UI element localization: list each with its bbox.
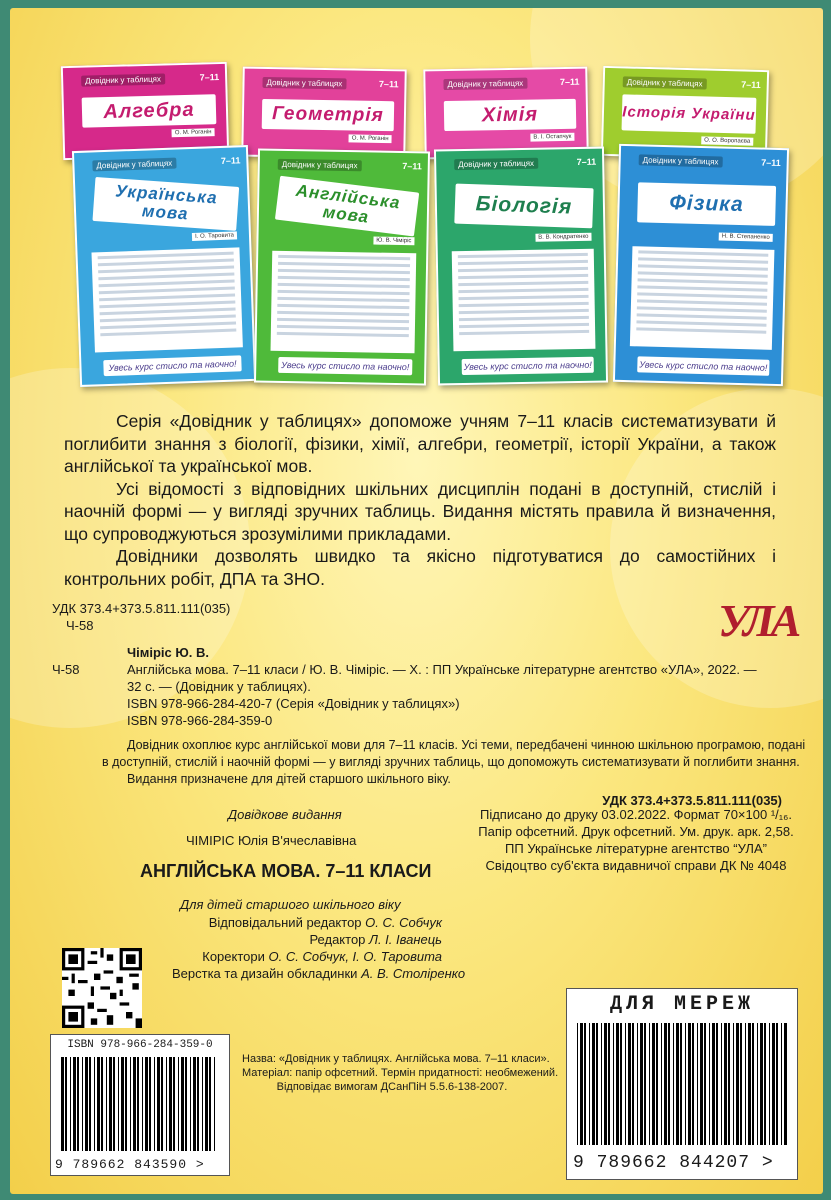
- barcode-bar: [592, 1023, 595, 1145]
- barcode-bar: [649, 1023, 650, 1145]
- barcode-bar: [73, 1057, 76, 1151]
- barcode-bar: [764, 1023, 766, 1145]
- grade-label: 7–11: [378, 78, 399, 90]
- grade-label: 7–11: [761, 157, 781, 169]
- barcode-bar: [169, 1057, 172, 1151]
- series-label: Довідник у таблицях: [639, 154, 723, 167]
- barcode-bar: [740, 1023, 742, 1145]
- series-label: Довідник у таблицях: [623, 76, 707, 89]
- certificate: Свідоцтво суб'єкта видавничої справи ДК № 4048: [485, 858, 787, 873]
- barcode-bar: [580, 1023, 583, 1145]
- barcode-bar: [157, 1057, 160, 1151]
- book-biology: [434, 147, 608, 386]
- grade-label: 7–11: [402, 161, 422, 172]
- book-author: В. І. Остапчук: [530, 133, 574, 142]
- barcode-bar: [668, 1023, 670, 1145]
- barcode-bar: [181, 1057, 184, 1151]
- udk-code: УДК 373.4+373.5.811.111(035): [52, 601, 231, 616]
- book-author: О. М. Роганін: [349, 134, 392, 143]
- barcode-number: 9 789662 844207 >: [573, 1153, 774, 1173]
- print-details: [466, 806, 806, 874]
- book-author: Ю. В. Чіміріс: [373, 237, 414, 246]
- book-geometry: [241, 67, 407, 160]
- barcode-bar: [652, 1023, 655, 1145]
- barcode-bar: [637, 1023, 638, 1145]
- credit-label: Редактор: [309, 932, 366, 947]
- barcode-bar: [728, 1023, 730, 1145]
- bibliographic-record: [52, 600, 812, 809]
- series-label: Довідник у таблицях: [92, 158, 176, 172]
- barcode-bar: [82, 1057, 83, 1151]
- paper-info: Папір офсетний. Друк офсетний. Ум. друк. арк. 2,58.: [478, 824, 794, 839]
- barcode-bar: [772, 1023, 775, 1145]
- credit-name: О. С. Собчук, І. О. Таровита: [268, 949, 442, 964]
- barcode-bar: [736, 1023, 739, 1145]
- qr-code-image: [62, 948, 142, 1028]
- udk-code-right: УДК 373.4+373.5.811.111(035): [602, 793, 782, 808]
- sample-page: [271, 251, 417, 353]
- book-title: Геометрія: [262, 99, 395, 131]
- barcode-bar: [142, 1057, 143, 1151]
- barcode-bar: [712, 1023, 715, 1145]
- barcode-bar: [70, 1057, 71, 1151]
- barcode-bar: [640, 1023, 643, 1145]
- barcode-number: 9 789662 843590 >: [55, 1157, 205, 1172]
- barcode-bar: [745, 1023, 746, 1145]
- barcode-bar: [781, 1023, 782, 1145]
- barcode-bar: [697, 1023, 698, 1145]
- barcode-bar: [685, 1023, 686, 1145]
- book-chemistry: [423, 67, 589, 160]
- sample-page: [452, 249, 596, 351]
- series-label: Довідник у таблицях: [278, 159, 362, 171]
- barcode-bar: [724, 1023, 727, 1145]
- book-slogan: Увесь курс стисло та наочно!: [103, 355, 241, 376]
- book-slogan: Увесь курс стисло та наочно!: [637, 356, 769, 375]
- sample-page: [91, 247, 242, 352]
- barcode-bar: [632, 1023, 634, 1145]
- barcode-bar: [173, 1057, 175, 1151]
- barcode-bar: [101, 1057, 103, 1151]
- barcode-bar: [125, 1057, 127, 1151]
- book-title: Історія України: [622, 94, 757, 133]
- barcode-bar: [752, 1023, 754, 1145]
- barcode-bar: [776, 1023, 778, 1145]
- book-ukrainian: [72, 145, 256, 387]
- barcode-bar: [109, 1057, 112, 1151]
- book-physics: [613, 144, 789, 386]
- barcode-bar: [656, 1023, 658, 1145]
- barcode-bar: [121, 1057, 124, 1151]
- barcode-bar: [209, 1057, 211, 1151]
- barcode-bar: [616, 1023, 619, 1145]
- barcode-bar: [61, 1057, 64, 1151]
- book-slogan: Увесь курс стисло та наочно!: [462, 357, 594, 375]
- credit-name: О. С. Собчук: [365, 915, 442, 930]
- barcode-bar: [721, 1023, 722, 1145]
- barcode-bar: [118, 1057, 119, 1151]
- barcode-bar: [193, 1057, 196, 1151]
- book-author: В. В. Кондратенко: [535, 233, 591, 242]
- barcode-bar: [688, 1023, 691, 1145]
- credits: [172, 914, 466, 982]
- book-author: І. О. Таровита: [192, 231, 237, 241]
- barcode-bar: [130, 1057, 131, 1151]
- barcode-bar: [601, 1023, 602, 1145]
- book-title: Фізика: [637, 182, 776, 226]
- book-title: Українська мова: [92, 177, 239, 231]
- barcode-bar: [166, 1057, 167, 1151]
- barcode-bar: [89, 1057, 91, 1151]
- credit-name: Л. І. Іванець: [369, 932, 442, 947]
- barcode-bar: [757, 1023, 758, 1145]
- edition-type: Довідкове видання: [228, 807, 342, 822]
- sample-page: [630, 246, 775, 350]
- barcode-bar: [133, 1057, 136, 1151]
- series-label: Довідник у таблицях: [454, 158, 538, 170]
- credit-label: Відповідальний редактор: [208, 915, 362, 930]
- barcode-bars: [577, 1023, 787, 1145]
- barcode-bar: [692, 1023, 694, 1145]
- grade-label: 7–11: [559, 76, 580, 88]
- publisher-logo: УЛА: [718, 595, 798, 646]
- grade-label: 7–11: [220, 155, 241, 166]
- label-material: Матеріал: папір офсетний. Термін придатності: необмежений.: [242, 1067, 559, 1079]
- book-author: О. О. Воропаєва: [701, 136, 753, 145]
- barcode-bar: [784, 1023, 787, 1145]
- barcode-bar: [644, 1023, 646, 1145]
- book-author: Н. В. Степаненко: [719, 232, 773, 241]
- barcode-bar: [214, 1057, 215, 1151]
- barcode-bar: [716, 1023, 718, 1145]
- barcode-bar: [106, 1057, 107, 1151]
- qr-code: [62, 948, 142, 1028]
- signed-info: Підписано до друку 03.02.2022. Формат 70×100 ¹/₁₆.: [479, 807, 793, 822]
- description-paragraph: Довідники дозволять швидко та якісно підготуватися до самостійних і контрольних робіт, ДПА та ЗНО.: [64, 546, 776, 589]
- description-paragraph: Усі відомості з відповідних шкільних дисциплін подані в доступній, стислій і наочній формі — у вигляді зручних таблиць. Видання містять правила й визначення, що супроводжуються зрозумілими прикладами.: [64, 478, 776, 544]
- grade-label: 7–11: [741, 79, 761, 90]
- barcode-right: [566, 988, 798, 1180]
- book-title: Алгебра: [82, 94, 217, 127]
- book-title: Біологія: [454, 184, 593, 229]
- barcode-bar: [97, 1057, 100, 1151]
- barcode-isbn: ISBN 978-966-284-359-0: [67, 1039, 213, 1051]
- author-heading: Чіміріс Ю. В.: [127, 645, 209, 660]
- grade-label: 7–11: [199, 72, 220, 83]
- barcode-left: [50, 1034, 230, 1176]
- barcode-bar: [760, 1023, 763, 1145]
- barcode-bar: [704, 1023, 706, 1145]
- barcode-bar: [589, 1023, 590, 1145]
- barcode-bar: [604, 1023, 607, 1145]
- barcode-bar: [700, 1023, 703, 1145]
- book-title: Англійська мова: [275, 176, 419, 237]
- barcode-bar: [149, 1057, 151, 1151]
- barcode-bar: [748, 1023, 751, 1145]
- series-description: [64, 410, 776, 590]
- barcode-bars: [61, 1057, 219, 1151]
- barcode-bar: [628, 1023, 631, 1145]
- barcode-bar: [145, 1057, 148, 1151]
- barcode-bar: [733, 1023, 734, 1145]
- barcode-bar: [161, 1057, 163, 1151]
- author-full-name: ЧІМІРІС Юлія В'ячеславівна: [186, 833, 357, 848]
- back-cover: [10, 8, 823, 1194]
- barcode-bar: [190, 1057, 191, 1151]
- series-label: Довідник у таблицях: [262, 77, 346, 89]
- book-author: О. М. Роганін: [172, 128, 215, 137]
- author-sign: Ч-58: [52, 662, 80, 677]
- annotation-line: в доступній, стислій і наочній формі — у вигляді зручних таблиць, що допоможуть систематизувати й поглибити знання.: [102, 755, 800, 769]
- barcode-bar: [202, 1057, 203, 1151]
- author-sign: Ч-58: [66, 618, 94, 633]
- annotation-line: Видання призначене для дітей старшого шкільного віку.: [127, 772, 451, 786]
- barcode-bar: [596, 1023, 598, 1145]
- barcode-bar: [769, 1023, 770, 1145]
- credit-label: Верстка та дизайн обкладинки: [172, 966, 358, 981]
- barcode-bar: [77, 1057, 79, 1151]
- barcode-bar: [94, 1057, 95, 1151]
- credit-label: Коректори: [202, 949, 265, 964]
- credit-name: А. В. Століренко: [361, 966, 466, 981]
- record-line: 32 с. — (Довідник у таблицях).: [127, 679, 311, 694]
- book-full-title: АНГЛІЙСЬКА МОВА. 7–11 КЛАСИ: [140, 861, 432, 881]
- grade-label: 7–11: [576, 156, 597, 168]
- barcode-bar: [205, 1057, 208, 1151]
- barcode-bar: [608, 1023, 610, 1145]
- series-label: Довідник у таблицях: [443, 78, 527, 90]
- barcode-bar: [664, 1023, 667, 1145]
- barcode-bar: [197, 1057, 199, 1151]
- barcode-bar: [113, 1057, 115, 1151]
- book-english: [254, 149, 430, 386]
- barcode-bar: [178, 1057, 179, 1151]
- barcode-bar: [65, 1057, 67, 1151]
- barcode-bar: [625, 1023, 626, 1145]
- barcode-bar: [673, 1023, 674, 1145]
- network-label: ДЛЯ МЕРЕЖ: [609, 993, 755, 1016]
- barcode-bar: [154, 1057, 155, 1151]
- book-title: Хімія: [444, 99, 577, 131]
- record-line: Англійська мова. 7–11 класи / Ю. В. Чіміріс. — Х. : ПП Українське літературне агентство «УЛА», 2022. —: [127, 662, 757, 677]
- audience: Для дітей старшого шкільного віку: [180, 897, 401, 912]
- description-paragraph: Серія «Довідник у таблицях» допоможе учням 7–11 класів систематизувати й поглибити знання з біології, фізики, хімії, алгебри, геометрії, історії України, а також англійської та української мов.: [64, 411, 776, 476]
- barcode-bar: [577, 1023, 578, 1145]
- barcode-bar: [620, 1023, 622, 1145]
- barcode-bar: [185, 1057, 187, 1151]
- publisher-name: ПП Українське літературне агентство “УЛА”: [505, 841, 767, 856]
- barcode-bar: [680, 1023, 682, 1145]
- label-name: Назва: «Довідник у таблицях. Англійська мова. 7–11 класи».: [242, 1053, 550, 1065]
- isbn-series: ISBN 978-966-284-420-7 (Серія «Довідник у таблицях»): [127, 696, 460, 711]
- annotation-line: Довідник охоплює курс англійської мови для 7–11 класів. Усі теми, передбачені чинною шкільною програмою, подані: [127, 738, 806, 752]
- barcode-bar: [85, 1057, 88, 1151]
- isbn: ISBN 978-966-284-359-0: [127, 713, 273, 728]
- book-algebra: [61, 62, 229, 160]
- book-slogan: Увесь курс стисло та наочно!: [278, 357, 412, 375]
- barcode-bar: [676, 1023, 679, 1145]
- barcode-bar: [584, 1023, 586, 1145]
- label-norm: Відповідає вимогам ДСанПіН 5.5.6-138-2007.: [276, 1081, 508, 1093]
- barcode-bar: [709, 1023, 710, 1145]
- product-label: [242, 1052, 559, 1094]
- barcode-bar: [137, 1057, 139, 1151]
- barcode-bar: [661, 1023, 662, 1145]
- barcode-bar: [613, 1023, 614, 1145]
- series-label: Довідник у таблицях: [81, 73, 165, 86]
